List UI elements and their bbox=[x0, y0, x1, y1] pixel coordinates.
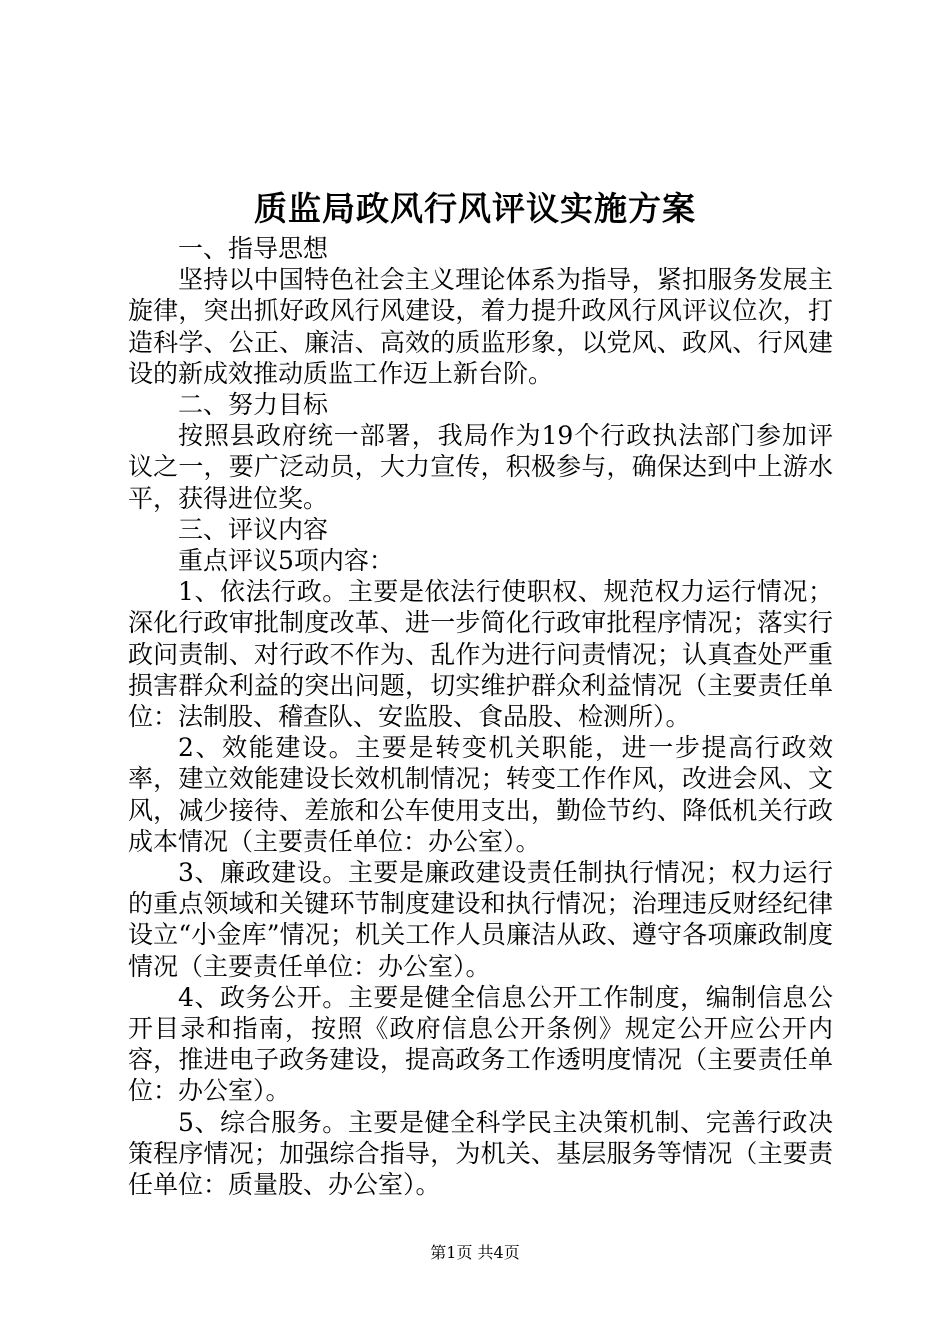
paragraph-item-2: 2、效能建设。主要是转变机关职能，进一步提高行政效率，建立效能建设长效机制情况；转变工作作风，改进会风、文风，减少接待、差旅和公车使用支出，勤俭节约、降低机关行政成本情况（主要责任单位：办公室）。 bbox=[128, 733, 833, 856]
paragraph-item-4: 4、政务公开。主要是健全信息公开工作制度，编制信息公开目录和指南，按照《政府信息公开条例》规定公开应公开内容，推进电子政务建设，提高政务工作透明度情况（主要责任单位：办公室）。 bbox=[128, 982, 833, 1106]
section-heading-guiding-ideology: 一、指导思想 bbox=[178, 234, 329, 263]
section-heading-evaluation-content: 三、评议内容 bbox=[178, 514, 329, 544]
document-body bbox=[128, 233, 833, 1200]
page-number-footer: 第1页 共4页 bbox=[430, 1243, 520, 1262]
paragraph-item-1: 1、依法行政。主要是依法行使职权、规范权力运行情况；深化行政审批制度改革、进一步简化行政审批程序情况；落实行政问责制、对行政不作为、乱作为进行问责情况；认真查处严重损害群众利益的突出问题，切实维护群众利益情况（主要责任单位：法制股、稽查队、安监股、食品股、检测所）。 bbox=[128, 577, 833, 732]
paragraph-item-5: 5、综合服务。主要是健全科学民主决策机制、完善行政决策程序情况；加强综合指导，为机关、基层服务等情况（主要责任单位：质量股、办公室）。 bbox=[128, 1107, 833, 1200]
paragraph-goals: 按照县政府统一部署，我局作为19个行政执法部门参加评议之一，要广泛动员，大力宣传，积极参与，确保达到中上游水平，获得进位奖。 bbox=[128, 421, 833, 513]
section-heading-goals: 二、努力目标 bbox=[178, 390, 329, 420]
document-title: 质监局政风行风评议实施方案 bbox=[254, 189, 696, 228]
paragraph-evaluation-intro: 重点评议5项内容： bbox=[178, 546, 394, 576]
paragraph-guiding-ideology: 坚持以中国特色社会主义理论体系为指导，紧扣服务发展主旋律，突出抓好政风行风建设，着力提升政风行风评议位次，打造科学、公正、廉洁、高效的质监形象，以党风、政风、行风建设的新成效推动质监工作迈上新台阶。 bbox=[128, 265, 833, 388]
paragraph-item-3: 3、廉政建设。主要是廉政建设责任制执行情况；权力运行的重点领域和关键环节制度建设和执行情况；治理违反财经纪律设立“小金库”情况；机关工作人员廉洁从政、遵守各项廉政制度情况（主要责任单位：办公室）。 bbox=[128, 858, 833, 981]
